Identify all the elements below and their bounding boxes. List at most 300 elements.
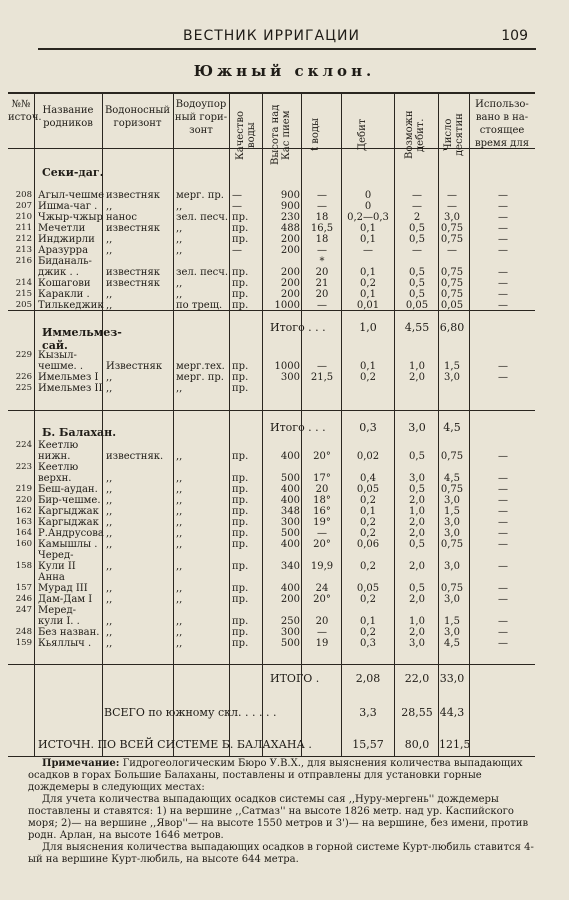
- table-cell: —: [317, 245, 327, 256]
- table-cell: известняк: [106, 190, 161, 201]
- table-cell: Биданаль-: [38, 256, 92, 267]
- table-cell: 900: [280, 201, 300, 212]
- group-total-dessiatin: 6,80: [439, 321, 465, 334]
- col-possible: Возможн дебит.: [404, 110, 426, 160]
- table-cell: —: [498, 495, 508, 506]
- journal-title: ВЕСТНИК ИРРИГАЦИИ: [183, 28, 360, 44]
- table-cell: 0,5: [409, 539, 425, 550]
- table-cell: Черед-: [38, 550, 74, 561]
- table-cell: пр.: [232, 506, 249, 517]
- table-cell: 159: [15, 638, 32, 648]
- table-cell: ,,: [106, 495, 113, 506]
- table-cell: ,,: [106, 372, 113, 383]
- table-cell: —: [232, 190, 242, 201]
- table-cell: —: [232, 245, 242, 256]
- table-cell: пр.: [232, 300, 249, 311]
- col-dessiatin: Число десятин: [443, 113, 465, 157]
- table-cell: 3,0: [409, 473, 425, 484]
- table-cell: по трещ.: [176, 300, 223, 311]
- table-cell: —: [498, 561, 508, 572]
- table-cell: 250: [280, 616, 300, 627]
- table-cell: ,,: [106, 539, 113, 550]
- table-cell: Инджирли: [38, 234, 95, 245]
- group-title: Б. Балахан.: [42, 426, 117, 439]
- table-cell: пр.: [232, 616, 249, 627]
- table-cell: 200: [280, 267, 300, 278]
- group-total-possible: 4,55: [404, 321, 430, 334]
- table-cell: джик . .: [38, 267, 79, 278]
- table-cell: верхн.: [38, 473, 72, 484]
- table-row: [8, 572, 535, 583]
- table-cell: 210: [15, 212, 32, 222]
- footnote-lead: Примечание:: [42, 758, 120, 769]
- table-cell: 0,5: [409, 451, 425, 462]
- table-cell: ,,: [176, 561, 183, 572]
- table-cell: 0,3: [360, 638, 376, 649]
- table-cell: —: [317, 300, 327, 311]
- table-cell: 20: [315, 484, 329, 495]
- table-cell: ,,: [176, 245, 183, 256]
- footnote: [28, 758, 543, 866]
- table-cell: Бир-чешме.: [38, 495, 101, 506]
- table-cell: —: [447, 201, 457, 212]
- table-cell: известняк.: [106, 451, 164, 462]
- table-cell: зел. песч.: [176, 267, 229, 278]
- col-debit: Дебит: [357, 118, 368, 152]
- table-cell: 0,1: [360, 234, 376, 245]
- system-total-label: ИСТОЧН. ПО ВСЕЙ СИСТЕМЕ Б. БАЛАХАНА .: [38, 738, 312, 751]
- table-cell: 2,0: [409, 517, 425, 528]
- south-total-dessiatin: 44,3: [439, 706, 465, 719]
- table-row: [8, 638, 535, 649]
- table-row: [8, 300, 535, 311]
- table-cell: чешме. .: [38, 361, 84, 372]
- table-row: [8, 539, 535, 550]
- table-row: [8, 245, 535, 256]
- table-cell: 900: [280, 190, 300, 201]
- table-cell: 1,0: [409, 616, 425, 627]
- table-cell: 0,1: [360, 361, 376, 372]
- table-cell: 248: [15, 627, 32, 637]
- table-row: [8, 605, 535, 616]
- table-cell: 3,0: [409, 638, 425, 649]
- table-cell: 1,5: [444, 616, 460, 627]
- table-cell: 300: [280, 627, 300, 638]
- table-cell: 2,0: [409, 528, 425, 539]
- table-cell: 160: [15, 539, 32, 549]
- table-cell: ,,: [106, 638, 113, 649]
- table-cell: 20: [315, 267, 329, 278]
- table-cell: —: [498, 594, 508, 605]
- group-total-possible: 3,0: [408, 421, 426, 434]
- table-cell: 0,75: [440, 539, 464, 550]
- table-cell: ,,: [176, 234, 183, 245]
- table-cell: ,,: [176, 627, 183, 638]
- col-aquitard: Водоупор ный гори- зонт: [174, 99, 228, 136]
- table-cell: 0: [364, 201, 372, 212]
- table-cell: ,,: [176, 594, 183, 605]
- table-cell: 3,0: [444, 561, 460, 572]
- table-row: [8, 627, 535, 638]
- table-cell: Ишма-чаг .: [38, 201, 98, 212]
- table-row: [8, 616, 535, 627]
- table-cell: 0,4: [360, 473, 376, 484]
- table-cell: Анна: [38, 572, 65, 583]
- table-cell: пр.: [232, 278, 249, 289]
- table-cell: Тилькеджик: [38, 300, 104, 311]
- table-cell: 16,5: [310, 223, 334, 234]
- table-cell: 200: [280, 278, 300, 289]
- table-cell: —: [498, 190, 508, 201]
- table-cell: 2,0: [409, 627, 425, 638]
- group-total-label: Итого . . .: [270, 421, 326, 434]
- springs-table: [8, 92, 535, 757]
- table-cell: 0,2: [360, 528, 376, 539]
- table-cell: 3,0: [444, 528, 460, 539]
- table-row: [8, 495, 535, 506]
- table-cell: 0,05: [405, 300, 429, 311]
- table-cell: ,,: [106, 517, 113, 528]
- table-cell: 0: [364, 190, 372, 201]
- table-cell: ,,: [106, 561, 113, 572]
- table-cell: 19,9: [310, 561, 334, 572]
- table-cell: —: [447, 245, 457, 256]
- table-cell: Беш-аудан.: [38, 484, 98, 495]
- table-cell: ,,: [106, 245, 113, 256]
- table-cell: пр.: [232, 361, 249, 372]
- table-cell: 215: [15, 289, 32, 299]
- table-cell: 0,2: [360, 495, 376, 506]
- table-cell: 20°: [313, 594, 331, 605]
- table-cell: 2: [413, 212, 421, 223]
- table-cell: —: [317, 627, 327, 638]
- table-cell: Кули II: [38, 561, 76, 572]
- table-cell: 0,05: [440, 300, 464, 311]
- table-cell: Чжыр-чжыр: [38, 212, 103, 223]
- table-cell: 3,0: [444, 372, 460, 383]
- table-cell: ,,: [176, 616, 183, 627]
- table-cell: ,,: [106, 201, 113, 212]
- table-cell: пр.: [232, 289, 249, 300]
- table-cell: —: [498, 223, 508, 234]
- table-cell: пр.: [232, 383, 249, 394]
- table-cell: 0,06: [356, 539, 380, 550]
- table-row: [8, 223, 535, 234]
- table-cell: 300: [280, 517, 300, 528]
- table-cell: 1,5: [444, 361, 460, 372]
- col-height: Высота над Кас пием: [270, 104, 292, 166]
- table-cell: 0,5: [409, 267, 425, 278]
- table-cell: пр.: [232, 223, 249, 234]
- table-cell: 0,5: [409, 223, 425, 234]
- table-cell: 216: [15, 256, 32, 266]
- itogo-debit: 2,08: [355, 672, 381, 685]
- table-cell: —: [498, 361, 508, 372]
- table-cell: пр.: [232, 495, 249, 506]
- table-cell: Кеетлю: [38, 462, 79, 473]
- table-cell: Без назван.: [38, 627, 100, 638]
- table-cell: 223: [15, 462, 32, 472]
- table-cell: 18: [315, 234, 329, 245]
- south-total-debit: 3,3: [359, 706, 377, 719]
- table-cell: 247: [15, 605, 32, 615]
- table-cell: 500: [280, 638, 300, 649]
- table-cell: 0,1: [360, 616, 376, 627]
- col-name: Название родников: [42, 105, 94, 129]
- table-cell: 18: [315, 212, 329, 223]
- table-cell: ,,: [106, 234, 113, 245]
- table-cell: ,,: [176, 289, 183, 300]
- table-row: [8, 517, 535, 528]
- table-cell: —: [498, 638, 508, 649]
- table-cell: —: [498, 616, 508, 627]
- table-cell: 162: [15, 506, 32, 516]
- table-cell: 0,5: [409, 484, 425, 495]
- table-row: [8, 267, 535, 278]
- table-cell: 0,02: [356, 451, 380, 462]
- table-cell: 0,5: [409, 583, 425, 594]
- table-cell: кули I. .: [38, 616, 80, 627]
- table-cell: 226: [15, 372, 32, 382]
- table-cell: ,,: [176, 506, 183, 517]
- col-temp: t воды: [310, 118, 321, 152]
- table-cell: 0,75: [440, 267, 464, 278]
- table-cell: 229: [15, 350, 32, 360]
- table-cell: 157: [15, 583, 32, 593]
- table-row: [8, 451, 535, 462]
- footnote-p1: Гидрогеологическим Бюро У.В.Х., для выяснения количества выпадающих осадков в горах Большие Балаханы, поставлены и отправлены для установки горные дождемеры в следующих местах:: [28, 758, 523, 793]
- table-cell: 19: [315, 638, 329, 649]
- table-cell: 3,0: [444, 495, 460, 506]
- table-cell: —: [498, 528, 508, 539]
- table-cell: —: [498, 372, 508, 383]
- table-cell: 0,75: [440, 289, 464, 300]
- table-cell: пр.: [232, 517, 249, 528]
- table-cell: ,,: [176, 278, 183, 289]
- table-cell: 20: [315, 289, 329, 300]
- table-cell: Меред-: [38, 605, 77, 616]
- table-cell: 163: [15, 517, 32, 527]
- table-cell: 21: [315, 278, 329, 289]
- table-cell: ,,: [106, 289, 113, 300]
- table-cell: ,,: [176, 638, 183, 649]
- table-cell: 0,1: [360, 267, 376, 278]
- table-cell: —: [498, 627, 508, 638]
- table-cell: 0,2: [360, 594, 376, 605]
- table-cell: —: [317, 201, 327, 212]
- table-cell: ,,: [106, 627, 113, 638]
- table-cell: Каргыджак: [38, 517, 99, 528]
- table-cell: 0,1: [360, 506, 376, 517]
- group-total-dessiatin: 4,5: [443, 421, 461, 434]
- table-cell: пр.: [232, 484, 249, 495]
- table-cell: 164: [15, 528, 32, 538]
- table-cell: 0,2: [360, 561, 376, 572]
- table-cell: 0,2: [360, 278, 376, 289]
- page-number: 109: [501, 28, 528, 44]
- table-cell: мерг. пр.: [176, 372, 224, 383]
- table-row: [8, 190, 535, 201]
- table-row: [8, 528, 535, 539]
- table-cell: 200: [280, 289, 300, 300]
- table-cell: 3,0: [444, 517, 460, 528]
- table-cell: 0,75: [440, 583, 464, 594]
- table-cell: 0,05: [356, 583, 380, 594]
- south-total-possible: 28,55: [401, 706, 433, 719]
- table-cell: Аразурра: [38, 245, 89, 256]
- table-cell: 230: [280, 212, 300, 223]
- table-cell: 0,75: [440, 451, 464, 462]
- table-cell: 0,5: [409, 278, 425, 289]
- group-total-label: Итого . . .: [270, 321, 326, 334]
- table-cell: пр.: [232, 583, 249, 594]
- table-cell: 18°: [313, 495, 331, 506]
- table-cell: —: [317, 528, 327, 539]
- table-cell: 20: [315, 616, 329, 627]
- table-cell: 340: [280, 561, 300, 572]
- itogo-dessiatin: 33,0: [439, 672, 465, 685]
- table-cell: 500: [280, 473, 300, 484]
- table-cell: Известняк: [106, 361, 163, 372]
- table-cell: —: [498, 517, 508, 528]
- table-cell: ,,: [176, 484, 183, 495]
- table-cell: 0,2: [360, 517, 376, 528]
- system-total-debit: 15,57: [352, 738, 384, 751]
- table-cell: 0,75: [440, 234, 464, 245]
- table-cell: ,,: [176, 451, 183, 462]
- table-cell: 21,5: [310, 372, 334, 383]
- table-row: [8, 550, 535, 561]
- table-cell: мерг. пр.: [176, 190, 224, 201]
- col-used: Использо- вано в на- стоящее время для: [474, 99, 530, 149]
- table-row: [8, 583, 535, 594]
- table-cell: 0,05: [356, 484, 380, 495]
- south-total-label: ВСЕГО по южному скл. . . . . .: [104, 706, 277, 719]
- table-cell: —: [317, 361, 327, 372]
- table-cell: 0,1: [360, 223, 376, 234]
- table-cell: Агыл-чешме: [38, 190, 105, 201]
- table-cell: 0,2—0,3: [347, 212, 389, 223]
- table-cell: 205: [15, 300, 32, 310]
- table-cell: —: [498, 278, 508, 289]
- table-cell: известняк: [106, 223, 161, 234]
- table-cell: Р.Андрусова: [38, 528, 104, 539]
- table-cell: ,,: [176, 495, 183, 506]
- table-cell: 1,5: [444, 506, 460, 517]
- group-total-debit: 0,3: [359, 421, 377, 434]
- table-cell: 225: [15, 383, 32, 393]
- table-cell: ,,: [176, 383, 183, 394]
- table-cell: 213: [15, 245, 32, 255]
- table-cell: —: [498, 484, 508, 495]
- table-cell: пр.: [232, 594, 249, 605]
- table-cell: Кеетлю: [38, 440, 79, 451]
- table-row: [8, 234, 535, 245]
- table-cell: 3,0: [444, 212, 460, 223]
- table-cell: 20°: [313, 539, 331, 550]
- table-cell: 2,0: [409, 372, 425, 383]
- table-row: [8, 361, 535, 372]
- table-cell: ,,: [176, 517, 183, 528]
- table-cell: 1,0: [409, 506, 425, 517]
- group-title: Секи-даг.: [42, 166, 104, 179]
- table-cell: —: [498, 539, 508, 550]
- table-cell: ,,: [176, 528, 183, 539]
- col-quality: Качество воды: [235, 110, 257, 160]
- table-cell: —: [498, 289, 508, 300]
- table-cell: ,,: [106, 616, 113, 627]
- table-cell: 400: [280, 583, 300, 594]
- table-cell: 1,0: [409, 361, 425, 372]
- table-cell: Мурад III: [38, 583, 88, 594]
- table-cell: —: [498, 267, 508, 278]
- table-cell: ,,: [176, 539, 183, 550]
- table-cell: 246: [15, 594, 32, 604]
- table-cell: —: [317, 190, 327, 201]
- table-cell: 212: [15, 234, 32, 244]
- table-cell: 0,5: [409, 289, 425, 300]
- table-cell: —: [498, 201, 508, 212]
- table-cell: —: [498, 234, 508, 245]
- table-cell: Кьяллыч .: [38, 638, 92, 649]
- table-cell: нижн.: [38, 451, 71, 462]
- table-cell: 0,2: [360, 627, 376, 638]
- table-cell: пр.: [232, 561, 249, 572]
- table-cell: ,,: [106, 300, 113, 311]
- table-cell: 4,5: [444, 638, 460, 649]
- table-cell: 224: [15, 440, 32, 450]
- itogo-possible: 22,0: [404, 672, 430, 685]
- table-cell: ,,: [176, 201, 183, 212]
- section-title: Южный склон.: [193, 62, 376, 80]
- table-cell: Каракли .: [38, 289, 90, 300]
- table-cell: 211: [15, 223, 32, 233]
- table-cell: 220: [15, 495, 32, 505]
- table-cell: —: [412, 245, 422, 256]
- table-row: [8, 462, 535, 473]
- table-cell: ,,: [176, 583, 183, 594]
- table-row: [8, 440, 535, 451]
- table-cell: —: [498, 245, 508, 256]
- table-cell: пр.: [232, 627, 249, 638]
- table-cell: 3,0: [444, 594, 460, 605]
- table-row: [8, 383, 535, 394]
- table-cell: —: [498, 583, 508, 594]
- table-cell: известняк: [106, 278, 161, 289]
- table-cell: 24: [315, 583, 329, 594]
- table-row: [8, 506, 535, 517]
- table-cell: Дам-Дам I: [38, 594, 93, 605]
- table-cell: пр.: [232, 539, 249, 550]
- table-cell: Кызыл-: [38, 350, 77, 361]
- itogo-label: ИТОГО .: [270, 672, 320, 685]
- table-cell: 348: [280, 506, 300, 517]
- table-cell: пр.: [232, 473, 249, 484]
- table-row: [8, 289, 535, 300]
- table-cell: Кошагови: [38, 278, 91, 289]
- table-cell: 1000: [274, 361, 300, 372]
- table-cell: —: [447, 190, 457, 201]
- table-cell: 19°: [313, 517, 331, 528]
- table-row: [8, 201, 535, 212]
- table-cell: ,,: [106, 383, 113, 394]
- table-cell: —: [498, 451, 508, 462]
- table-cell: зел. песч.: [176, 212, 229, 223]
- table-cell: 20°: [313, 451, 331, 462]
- table-cell: 0,2: [360, 372, 376, 383]
- table-cell: 400: [280, 484, 300, 495]
- table-cell: —: [412, 190, 422, 201]
